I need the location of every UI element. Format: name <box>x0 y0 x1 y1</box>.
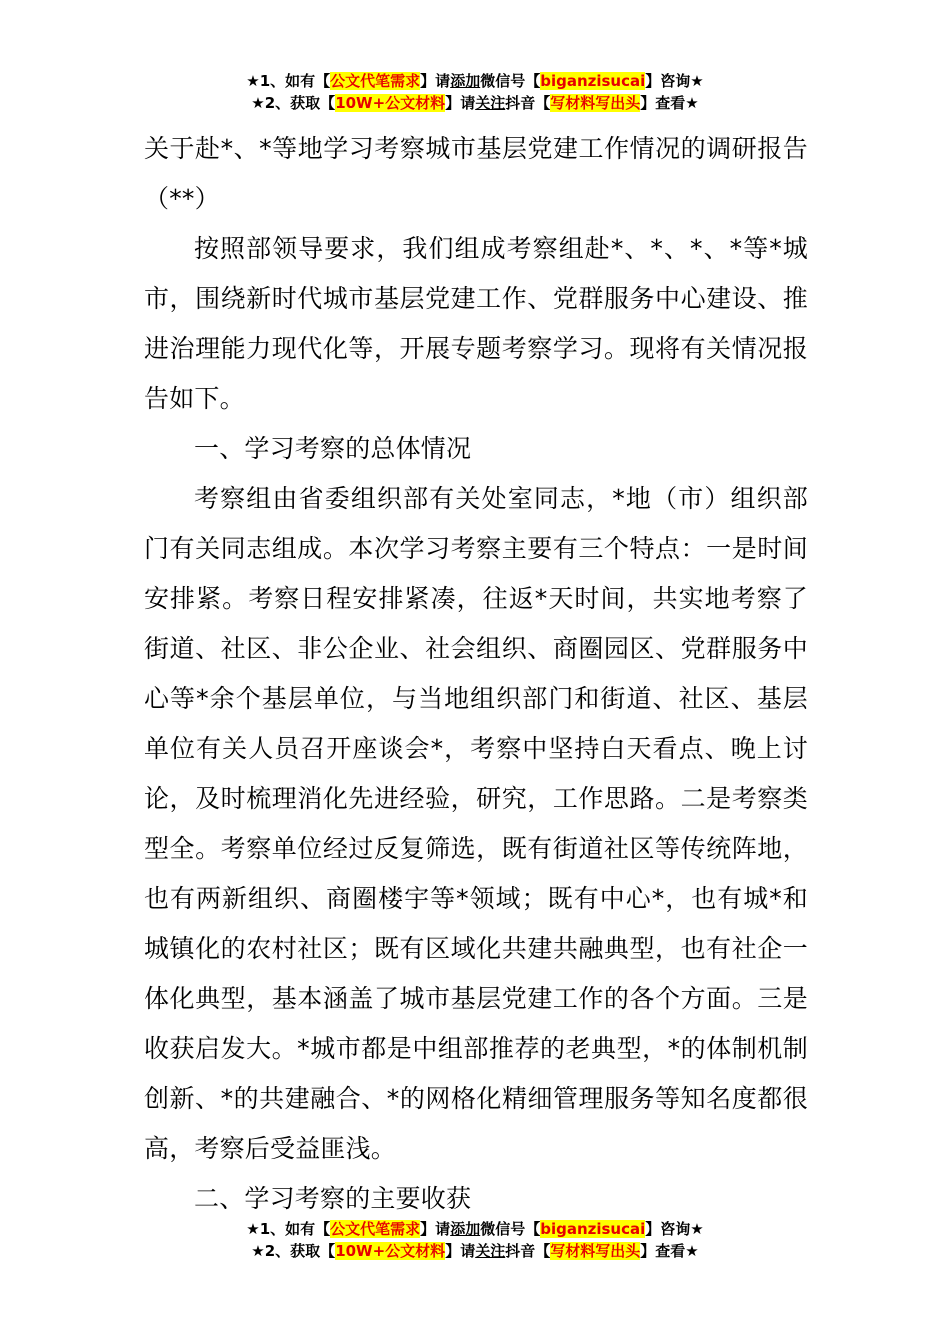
promo-highlight-wechat-id: biganzisucai <box>540 72 646 90</box>
document-title: 关于赴*、*等地学习考察城市基层党建工作情况的调研报告（**） <box>144 134 808 213</box>
promo-highlight-douyin: 写材料写出头 <box>550 94 641 112</box>
promo-line-1-mid2: 微信号【 <box>480 1220 541 1238</box>
promo-highlight-wechat-id: biganzisucai <box>540 1220 646 1238</box>
promo-line-1-suffix: 】咨询★ <box>645 1220 704 1238</box>
promo-banner-bottom <box>0 1218 950 1262</box>
promo-highlight-service: 公文代笔需求 <box>330 72 421 90</box>
promo-line-1-suffix: 】咨询★ <box>645 72 704 90</box>
promo-line-2-mid2: 抖音【 <box>505 1242 551 1260</box>
promo-highlight-douyin: 写材料写出头 <box>550 1242 641 1260</box>
promo-line-1-prefix: ★1、如有【 <box>246 72 331 90</box>
promo-line-2-prefix: ★2、获取【 <box>251 94 336 112</box>
promo-line-2 <box>0 92 950 114</box>
promo-highlight-materials: 10W+公文材料 <box>335 1242 446 1260</box>
promo-line-2-repeat <box>0 1240 950 1262</box>
promo-underline-follow: 关注 <box>475 94 506 112</box>
promo-line-2-suffix: 】查看★ <box>640 94 699 112</box>
promo-highlight-service: 公文代笔需求 <box>330 1220 421 1238</box>
promo-line-1 <box>0 70 950 92</box>
promo-line-1-mid: 】请 <box>420 1220 451 1238</box>
promo-line-2-prefix: ★2、获取【 <box>251 1242 336 1260</box>
promo-line-2-mid: 】请 <box>445 94 476 112</box>
promo-line-2-suffix: 】查看★ <box>640 1242 699 1260</box>
section-1-paragraph: 考察组由省委组织部有关处室同志，*地（市）组织部门有关同志组成。本次学习考察主要有三个特点：一是时间安排紧。考察日程安排紧凑，往返*天时间，共实地考察了街道、社区、非公企业、社会组织、商圈园区、党群服务中心等*余个基层单位，与当地组织部门和街道、社区、基层单位有关人员召开座谈会*，考察中坚持白天看点、晚上讨论，及时梳理消化先进经验，研究，工作思路。二是考察类型全。考察单位经过反复筛选，既有街道社区等传统阵地，也有两新组织、商圈楼宇等*领域；既有中心*，也有城*和城镇化的农村社区；既有区域化共建共融典型，也有社企一体化典型，基本涵盖了城市基层党建工作的各个方面。三是收获启发大。*城市都是中组部推荐的老典型，*的体制机制创新、*的共建融合、*的网格化精细管理服务等知名度都很高，考察后受益匪浅。 <box>144 484 808 1163</box>
section-1-heading: 一、学习考察的总体情况 <box>194 434 472 463</box>
promo-line-1-mid: 】请 <box>420 72 451 90</box>
promo-banner-top <box>0 70 950 114</box>
document-body <box>144 124 808 1224</box>
promo-line-1-mid2: 微信号【 <box>480 72 541 90</box>
promo-line-1-repeat <box>0 1218 950 1240</box>
section-2-heading: 二、学习考察的主要收获 <box>194 1184 472 1213</box>
intro-paragraph: 按照部领导要求，我们组成考察组赴*、*、*、*等*城市，围绕新时代城市基层党建工作、党群服务中心建设、推进治理能力现代化等，开展专题考察学习。现将有关情况报告如下。 <box>144 234 808 413</box>
promo-line-2-mid: 】请 <box>445 1242 476 1260</box>
promo-line-1-prefix: ★1、如有【 <box>246 1220 331 1238</box>
promo-line-2-mid2: 抖音【 <box>505 94 551 112</box>
promo-underline-add: 添加 <box>450 72 481 90</box>
promo-underline-add: 添加 <box>450 1220 481 1238</box>
promo-highlight-materials: 10W+公文材料 <box>335 94 446 112</box>
promo-underline-follow: 关注 <box>475 1242 506 1260</box>
